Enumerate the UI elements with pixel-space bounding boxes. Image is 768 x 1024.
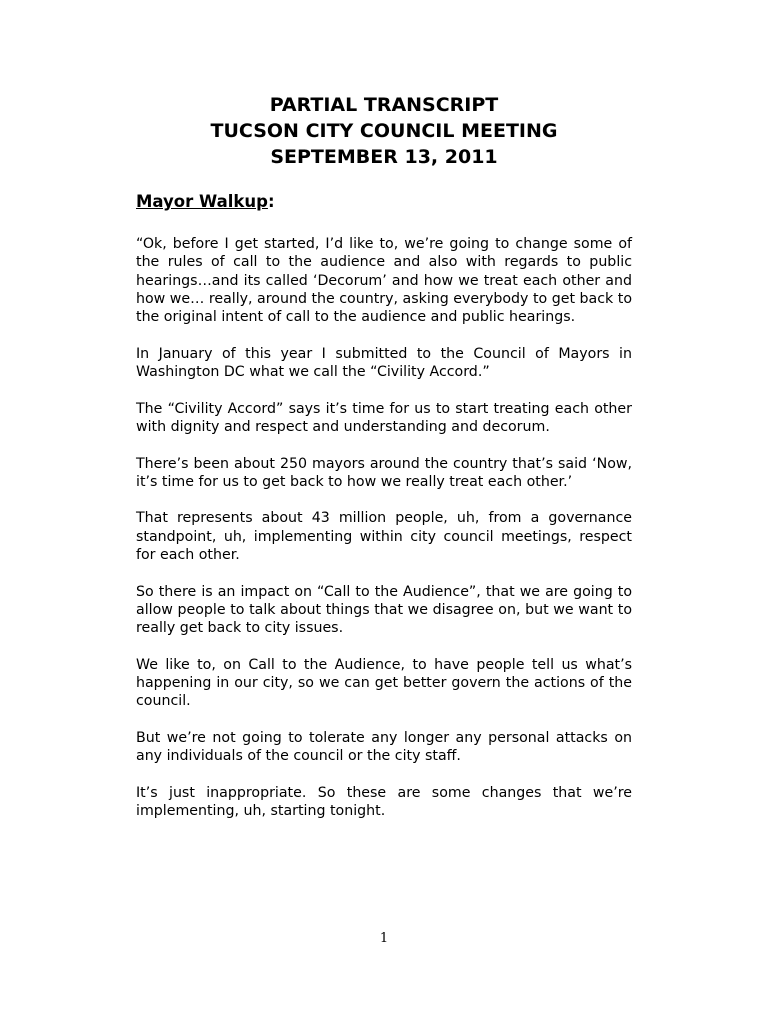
paragraph: We like to, on Call to the Audience, to have people tell us what’s happening in our city, so we can get better govern the actions of the council. bbox=[136, 656, 632, 710]
page-number: 1 bbox=[379, 931, 389, 946]
paragraph: “Ok, before I get started, I’d like to, we’re going to change some of the rules of call to the audience and also with regards to public hearings…and its called ‘Decorum’ and how we treat each other and how we… really, around the country, asking everybody to get back to the original intent of call to the audience and public hearings. bbox=[136, 236, 632, 326]
paragraph: But we’re not going to tolerate any longer any personal attacks on any individuals of the council or the city staff. bbox=[136, 730, 632, 765]
title-line-transcript: PARTIAL TRANSCRIPT bbox=[269, 94, 499, 116]
title-line-date: SEPTEMBER 13, 2011 bbox=[270, 146, 498, 168]
heading-colon: : bbox=[267, 192, 275, 211]
paragraph: So there is an impact on “Call to the Audience”, that we are going to allow people to talk about things that we disagree on, but we want to really get back to city issues. bbox=[136, 583, 632, 637]
paragraph: The “Civility Accord” says it’s time for us to start treating each other with dignity and respect and understanding and decorum. bbox=[136, 400, 632, 435]
section-heading bbox=[136, 191, 275, 213]
paragraph: In January of this year I submitted to the Council of Mayors in Washington DC what we call the “Civility Accord.” bbox=[136, 345, 632, 381]
title-line-meeting: TUCSON CITY COUNCIL MEETING bbox=[210, 120, 558, 142]
paragraph: That represents about 43 million people, uh, from a governance standpoint, uh, implementing within city council meetings, respect for each other. bbox=[136, 510, 632, 564]
paragraph: There’s been about 250 mayors around the country that’s said ‘Now, it’s time for us to get back to how we really treat each other.’ bbox=[136, 455, 632, 490]
transcript-body bbox=[136, 235, 632, 839]
document-title bbox=[0, 92, 768, 170]
speaker-name: Mayor Walkup bbox=[136, 192, 268, 211]
paragraph: It’s just inappropriate. So these are some changes that we’re implementing, uh, starting tonight. bbox=[136, 784, 632, 820]
